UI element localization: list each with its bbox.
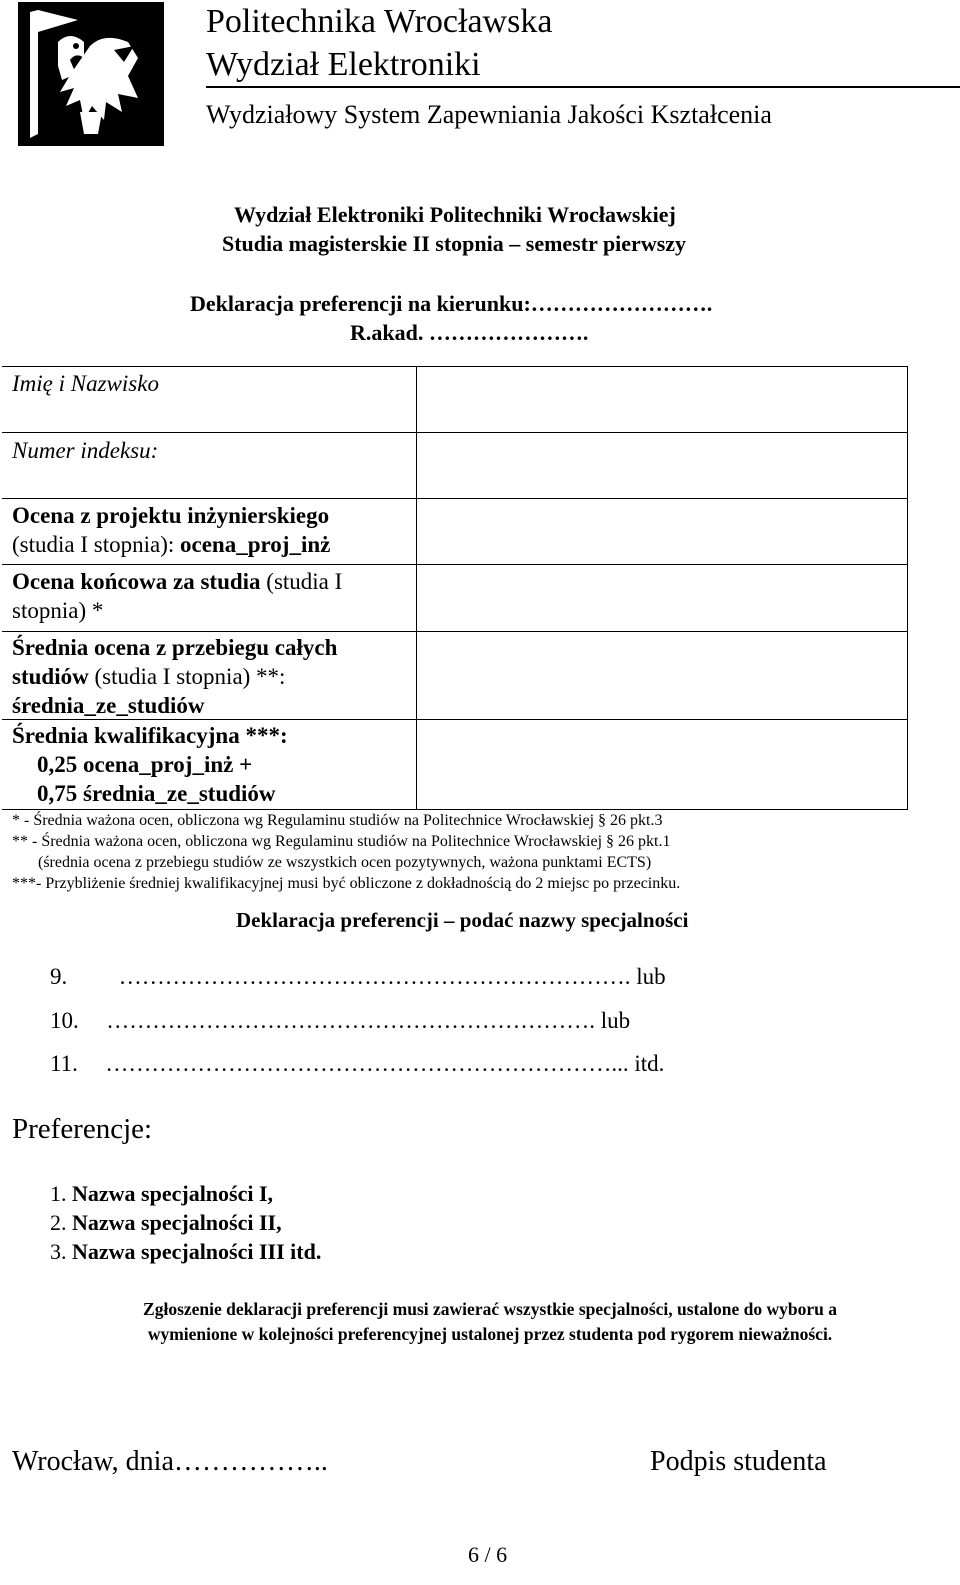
average-field[interactable] bbox=[416, 632, 908, 719]
index-field[interactable] bbox=[416, 433, 908, 498]
final-grade-field[interactable] bbox=[416, 565, 908, 631]
preference-item bbox=[50, 1181, 273, 1207]
preference-item bbox=[50, 1239, 321, 1265]
page-number: 6 / 6 bbox=[468, 1542, 508, 1567]
submission-notice bbox=[40, 1297, 940, 1347]
preference-number: 1. bbox=[50, 1181, 67, 1206]
index-label: Numer indeksu: bbox=[12, 438, 159, 463]
footnote-3: ***- Przybliżenie średniej kwalifikacyjnej musi być obliczone z dokładnością do 2 miejsc po przecinku. bbox=[12, 875, 681, 892]
declaration-line-9 bbox=[50, 964, 666, 990]
university-name: Politechnika Wrocławska bbox=[206, 3, 553, 40]
title-faculty: Wydział Elektroniki Politechniki Wrocławskiej bbox=[234, 202, 676, 227]
quality-system-name: Wydziałowy System Zapewniania Jakości Kształcenia bbox=[206, 100, 772, 129]
qualification-mark: ***: bbox=[239, 723, 288, 748]
preference-number: 3. bbox=[50, 1239, 67, 1264]
declaration-line-blank[interactable]: ………………………………………………………. bbox=[106, 1008, 595, 1033]
eagle-emblem-icon bbox=[18, 2, 164, 146]
table-row-index bbox=[2, 433, 908, 499]
table-row-project-grade bbox=[2, 499, 908, 565]
final-grade-label bbox=[12, 567, 342, 625]
preference-number: 2. bbox=[50, 1210, 67, 1235]
notice-line-2: wymienione w kolejności preferencyjnej ustalonej przez studenta pod rygorem nieważności. bbox=[147, 1324, 833, 1344]
qualification-label bbox=[12, 721, 288, 808]
table-row-final-grade bbox=[2, 565, 908, 632]
university-logo bbox=[18, 2, 164, 146]
preference-text: Nazwa specjalności III itd. bbox=[72, 1239, 322, 1264]
final-grade-title: Ocena końcowa za studia bbox=[12, 569, 261, 594]
table-row-average bbox=[2, 632, 908, 720]
notice-line-1: Zgłoszenie deklaracji preferencji musi zawierać wszystkie specjalności, ustalone do wyboru a bbox=[143, 1299, 837, 1319]
title-academic-year: R.akad. …………………. bbox=[350, 320, 589, 345]
declaration-line-number: 9. bbox=[50, 964, 68, 989]
project-grade-label bbox=[12, 501, 330, 559]
name-label: Imię i Nazwisko bbox=[12, 371, 159, 396]
declaration-line-number: 11. bbox=[50, 1051, 78, 1076]
declaration-line-suffix: lub bbox=[600, 1008, 631, 1033]
project-grade-title: Ocena z projektu inżynierskiego bbox=[12, 503, 330, 528]
footnote-1: * - Średnia ważona ocen, obliczona wg Regulaminu studiów na Politechnice Wrocławskiej § 26 pkt.3 bbox=[12, 812, 663, 829]
footnote-2: ** - Średnia ważona ocen, obliczona wg Regulaminu studiów na Politechnice Wrocławskiej § 26 pkt.1 bbox=[12, 833, 671, 850]
title-declaration: Deklaracja preferencji na kierunku:……………………. bbox=[190, 291, 713, 316]
project-grade-scope: (studia I stopnia): bbox=[12, 532, 180, 557]
place-and-date[interactable]: Wrocław, dnia…………….. bbox=[12, 1446, 328, 1477]
declaration-line-11 bbox=[50, 1051, 664, 1077]
declaration-line-10 bbox=[50, 1008, 630, 1034]
title-studies: Studia magisterskie II stopnia – semestr pierwszy bbox=[222, 231, 687, 256]
declaration-heading: Deklaracja preferencji – podać nazwy specjalności bbox=[236, 908, 689, 932]
preference-text: Nazwa specjalności I, bbox=[72, 1181, 274, 1206]
table-row-qualification bbox=[2, 720, 908, 810]
declaration-line-suffix: lub bbox=[636, 964, 666, 989]
declaration-line-suffix: itd. bbox=[634, 1051, 665, 1076]
faculty-name: Wydział Elektroniki bbox=[206, 46, 481, 83]
declaration-line-blank[interactable]: …………………………………………………………... bbox=[105, 1051, 629, 1076]
average-scope: (studia I stopnia) **: bbox=[88, 664, 286, 689]
qualification-field[interactable] bbox=[416, 720, 908, 809]
name-field[interactable] bbox=[416, 367, 908, 432]
final-grade-scope-cont: stopnia) * bbox=[12, 598, 104, 623]
table-row-name bbox=[2, 366, 908, 433]
average-variable: średnia_ze_studiów bbox=[12, 693, 205, 718]
header-divider bbox=[206, 86, 960, 88]
declaration-line-number: 10. bbox=[50, 1008, 79, 1033]
student-data-table bbox=[2, 366, 908, 810]
qualification-formula-line1: 0,25 ocena_proj_inż + bbox=[37, 752, 253, 777]
average-label bbox=[12, 633, 337, 720]
final-grade-scope: (studia I bbox=[260, 569, 343, 594]
student-signature[interactable]: Podpis studenta bbox=[650, 1446, 827, 1477]
project-grade-variable: ocena_proj_inż bbox=[180, 532, 331, 557]
declaration-line-blank[interactable]: …………………………………………………………. bbox=[118, 964, 631, 989]
preference-item bbox=[50, 1210, 282, 1236]
qualification-title: Średnia kwalifikacyjna bbox=[12, 723, 240, 748]
footnote-2-note: (średnia ocena z przebiegu studiów ze wszystkich ocen pozytywnych, ważona punktami ECTS) bbox=[38, 854, 652, 871]
project-grade-field[interactable] bbox=[416, 499, 908, 564]
average-title: Średnia ocena z przebiegu całych bbox=[12, 635, 338, 660]
average-title-cont: studiów bbox=[12, 664, 89, 689]
preferences-heading: Preferencje: bbox=[12, 1113, 153, 1145]
qualification-formula-line2: 0,75 średnia_ze_studiów bbox=[37, 781, 276, 806]
preference-text: Nazwa specjalności II, bbox=[72, 1210, 282, 1235]
